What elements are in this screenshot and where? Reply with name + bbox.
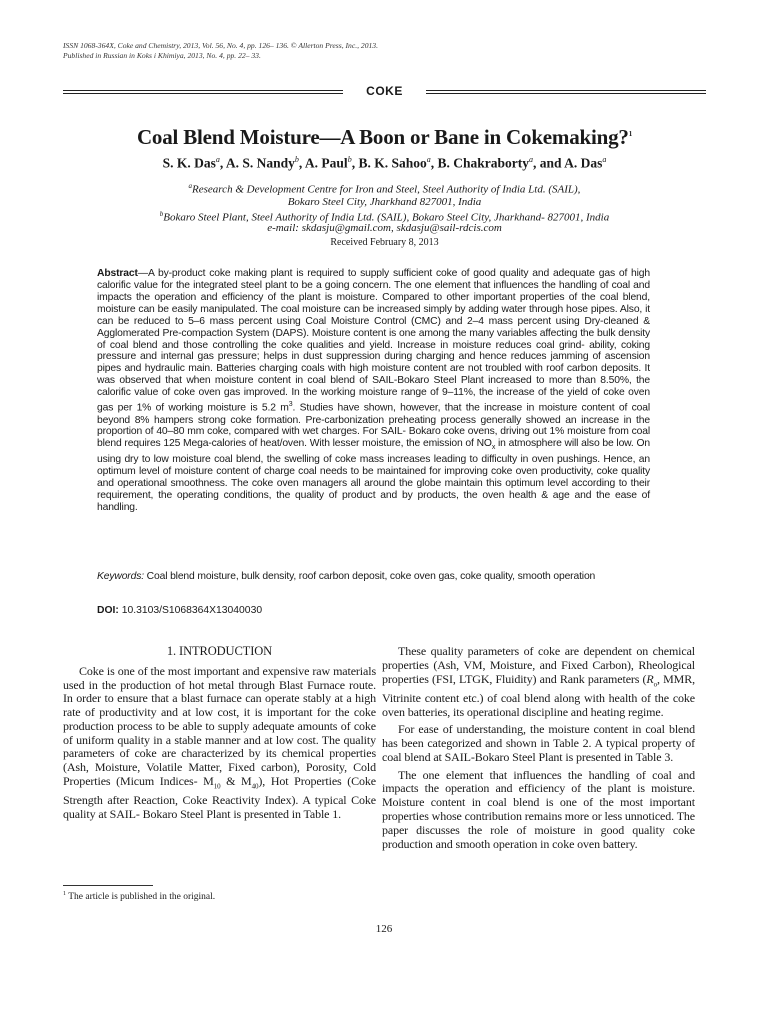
intro-sub: 10 — [213, 782, 221, 791]
intro-text: Coke is one of the most important and expensive raw materials used in the production of hot metal through Blast Furnace route. In order to ensure that a blast furnace can operate stably at a high rate of productivity and at low cost, it is important for the coke production process to be able to supply adequate amounts of coke of uniform quality in a stable manner and at low cost. The quality parameters of coke are characterized by its chemical properties (Ash, Moisture, Volatile Matter, Fixed carbon), Porosity, Cold Properties (Micum Indices- M — [63, 663, 376, 789]
footnote-mark: 1 — [63, 891, 66, 897]
author-name: A. S. Nandy — [225, 155, 295, 171]
contact-email[interactable]: e-mail: skdasju@gmail.com, skdasju@sail-rdcis.com — [267, 222, 502, 234]
author-name: B. Chakraborty — [437, 155, 529, 171]
author-aff-mark: a — [528, 155, 533, 164]
footnote-text: The article is published in the original. — [66, 892, 216, 903]
abstract-sub: x — [491, 444, 496, 452]
right-text: These quality parameters of coke are dependent on chemical properties (Ash, VM, Moisture, and Fixed Carbon), Rheological properties (FSI, LTGK, Fluidity) and Rank parameters ( — [382, 644, 695, 686]
title-footnote-mark: 1 — [628, 130, 633, 138]
right-text: , MMR, Vitrinite content etc.) of coal blend along with health of the coke oven batteries, its operational discipline and heating regime. — [382, 671, 695, 719]
intro-paragraph-1 — [63, 665, 376, 822]
column-right — [382, 645, 695, 855]
right-sub: o — [653, 679, 658, 688]
author-name: B. K. Sahoo — [358, 155, 427, 171]
right-paragraph-1 — [382, 645, 695, 719]
affiliation-a-mark: a — [188, 182, 193, 190]
abstract-heading: Abstract — [97, 268, 138, 279]
author-name: A. Paul — [304, 155, 348, 171]
author-name: A. Das — [564, 155, 603, 171]
author-aff-mark: a — [602, 155, 607, 164]
intro-text: ), Hot Properties (Coke Strength after Reaction, Coke Reactivity Index). A typical Coke quality at SAIL- Bokaro Steel Plant is presented in Table 1. — [63, 774, 377, 821]
footnote — [63, 891, 215, 902]
author-aff-mark: b — [347, 155, 352, 164]
keywords — [97, 571, 650, 583]
abstract-text-2: . Studies have shown, however, that the increase in moisture content of coal beyond 8% hampers strong coke formation. Pre-carbonization preheating process generally showed an increase in the proportion of 40–80 mm coke, compared with wet charges. For SAIL- Bokaro coke ovens, driving out 1% moisture from coal blend requires 125 Mega-calories of heat/oven. With lesser moisture, the emission of NO — [97, 402, 650, 450]
article-title — [63, 125, 706, 150]
column-left — [63, 645, 376, 826]
title-text: Coal Blend Moisture—A Boon or Bane in Cokemaking? — [136, 125, 629, 149]
doi-heading: DOI: — [97, 605, 119, 616]
keywords-heading: Keywords: — [97, 571, 144, 582]
publication-line-1: ISSN 1068-364X, Coke and Chemistry, 2013, Vol. 56, No. 4, pp. 126– 136. © Allerton Press, Inc., 2013. — [63, 41, 378, 50]
right-paragraph-3: The one element that influences the handling of coal and impacts the operation and efficiency of the plant is moisture. Moisture content in coal blend is one of the most important properties whose contribution remains more or less unnoticed. The paper discusses the role of moisture in good quality coke production and smooth operation in coke oven battery. — [382, 767, 695, 851]
received-date: Received February 8, 2013 — [330, 237, 439, 248]
publication-header — [63, 41, 703, 61]
affiliation-a — [63, 180, 706, 208]
page-number: 126 — [375, 923, 393, 935]
affiliation-a-line2: Bokaro Steel City, Jharkhand 827001, India — [287, 195, 482, 208]
publication-line-2: Published in Russian in Koks i Khimiya, 2013, No. 4, pp. 22– 33. — [63, 51, 261, 60]
abstract-sup: 3 — [288, 401, 293, 409]
right-symbol: R — [646, 671, 654, 686]
abstract-text-1: —A by-product coke making plant is required to supply sufficient coke of good quality and adequate gas of high calorific value for the integrated steel plant to be a going concern. The one element that influences the handling of coal and impacts the operation and efficiency of the plant is moisture. Compared to other important properties of the coal blend, moisture can be easily manipulated. The coal moisture can be increased simply by adding water through hose pipes. Also, it can be reduced to 5–6 mass percent using Coal Moisture Control (CMC) and 2–4 mass percent using Dry-cleaned & Agglomerated Pre-compaction System (DAPS). Moisture content is one among the many variables affecting the bulk density of coal blend and those controlling the coke qualities and yield. Increase in moisture reduces coal grind- ability, coking pressure and internal gas pressure; helps in dust suppression during charging and hence reduces jamming of ascension pipes and hydraulic main. Batteries charging coals with high moisture content are not troubled with roof carbon deposits. It was observed that when moisture content in coal blend of SAIL-Bokaro Steel Plant increased to more than 8.50%, the calorific value of coke oven gas improved. In the working moisture range of 9–11%, the increase of the yield of coke oven gas per 1% of working moisture is 5.2 m — [97, 268, 650, 414]
author-list: S. K. Das$^a$, A. S. Nandy$^b$, A. Paul$^b$, B. K. Sahoo$^a$, B. Chakraborty$^a$, and A. Das$^a$ — [162, 155, 607, 171]
abstract — [97, 268, 650, 514]
affiliation-b-line: Bokaro Steel Plant, Steel Authority of India Ltd. (SAIL), Bokaro Steel City, Jharkhand- 827001, India — [163, 211, 610, 224]
section-banner — [63, 84, 706, 100]
abstract-text-3: in atmosphere will also be low. On using dry to low moisture coal blend, the swelling of coke mass increases leading to difficulty in oven pushings. Hence, an optimum level of moisture content of charge coal needs to be maintained for improving coke oven productivity, coke quality and operational smoothness. The coke oven managers all around the globe maintain this optimum level according to their requirement, the operating conditions, the quality of product and by products, the oven health & age and the ease of handling. — [97, 438, 650, 514]
intro-text: & M — [220, 774, 252, 789]
author-aff-mark: a — [426, 155, 431, 164]
keywords-text: Coal blend moisture, bulk density, roof carbon deposit, coke oven gas, coke quality, smooth operation — [143, 571, 596, 582]
author-aff-mark: a — [215, 155, 220, 164]
section-label: COKE — [366, 84, 403, 98]
affiliation-b-mark: b — [159, 210, 164, 218]
doi-value[interactable]: 10.3103/S1068364X13040030 — [118, 605, 263, 616]
introduction-heading: 1. INTRODUCTION — [166, 644, 273, 658]
author-aff-mark: b — [294, 155, 299, 164]
footnote-rule — [63, 885, 153, 886]
doi — [97, 605, 262, 616]
affiliation-a-line1: Research & Development Centre for Iron and Steel, Steel Authority of India Ltd. (SAIL), — [192, 183, 581, 196]
right-paragraph-2: For ease of understanding, the moisture content in coal blend has been categorized and shown in Table 2. A typical property of coal blend at SAIL-Bokaro Steel Plant is presented in Table 3. — [382, 722, 695, 764]
intro-sub: 40 — [251, 782, 259, 791]
author-name: S. K. Das — [162, 155, 216, 171]
